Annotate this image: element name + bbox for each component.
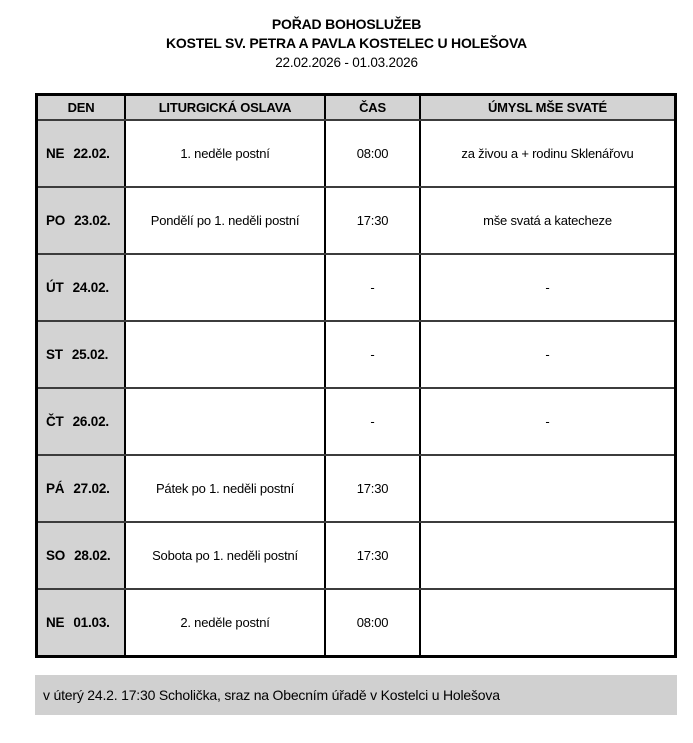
day-cell <box>38 389 124 454</box>
table-row <box>38 521 674 588</box>
document-header <box>0 0 693 72</box>
intention-cell: za živou a + rodinu Sklenářovu <box>419 121 674 186</box>
day-abbrev: PO <box>46 213 66 228</box>
date-range: 22.02.2026 - 01.03.2026 <box>275 55 418 70</box>
day-abbrev: PÁ <box>46 481 65 496</box>
intention-cell <box>419 523 674 588</box>
day-cell <box>38 523 124 588</box>
column-header-liturgicka-oslava: LITURGICKÁ OSLAVA <box>124 96 324 119</box>
day-cell <box>38 322 124 387</box>
time-cell: - <box>324 322 419 387</box>
day-cell <box>38 255 124 320</box>
liturgy-cell: Pondělí po 1. neděli postní <box>124 188 324 253</box>
page-subtitle: KOSTEL SV. PETRA A PAVLA KOSTELEC U HOLEŠOVA <box>166 35 527 51</box>
liturgy-cell: 1. neděle postní <box>124 121 324 186</box>
table-row <box>38 588 674 655</box>
footer-note-text: v úterý 24.2. 17:30 Scholička, sraz na Obecním úřadě v Kostelci u Holešova <box>43 687 500 703</box>
intention-cell: - <box>419 255 674 320</box>
liturgy-cell: Sobota po 1. neděli postní <box>124 523 324 588</box>
time-cell: - <box>324 255 419 320</box>
day-date: 27.02. <box>73 481 110 496</box>
day-date: 26.02. <box>72 414 109 429</box>
intention-cell <box>419 456 674 521</box>
intention-cell <box>419 590 674 655</box>
day-abbrev: ČT <box>46 414 64 429</box>
column-header-den: DEN <box>38 96 124 119</box>
day-cell <box>38 121 124 186</box>
day-abbrev: ÚT <box>46 280 64 295</box>
day-date: 01.03. <box>73 615 110 630</box>
time-cell: 17:30 <box>324 456 419 521</box>
table-header-row <box>38 96 674 119</box>
table-row <box>38 253 674 320</box>
day-date: 24.02. <box>72 280 109 295</box>
intention-cell: - <box>419 389 674 454</box>
liturgy-cell <box>124 389 324 454</box>
intention-cell: - <box>419 322 674 387</box>
table-row <box>38 387 674 454</box>
liturgy-cell <box>124 255 324 320</box>
page-title: POŘAD BOHOSLUŽEB <box>271 16 422 32</box>
day-abbrev: SO <box>46 548 66 563</box>
time-cell: 17:30 <box>324 188 419 253</box>
footer-note-box <box>35 675 677 715</box>
liturgy-cell <box>124 322 324 387</box>
day-abbrev: NE <box>46 615 65 630</box>
table-body <box>38 119 674 655</box>
day-date: 22.02. <box>73 146 110 161</box>
table-row <box>38 454 674 521</box>
intention-cell: mše svatá a katecheze <box>419 188 674 253</box>
liturgy-cell: 2. neděle postní <box>124 590 324 655</box>
time-cell: 08:00 <box>324 121 419 186</box>
day-abbrev: ST <box>46 347 63 362</box>
time-cell: 17:30 <box>324 523 419 588</box>
table-row <box>38 119 674 186</box>
table-row <box>38 320 674 387</box>
time-cell: 08:00 <box>324 590 419 655</box>
schedule-table <box>35 93 677 658</box>
day-cell <box>38 188 124 253</box>
day-date: 23.02. <box>74 213 111 228</box>
day-cell <box>38 456 124 521</box>
day-abbrev: NE <box>46 146 65 161</box>
column-header-umysl-mse-svate: ÚMYSL MŠE SVATÉ <box>419 96 674 119</box>
liturgy-cell: Pátek po 1. neděli postní <box>124 456 324 521</box>
day-cell <box>38 590 124 655</box>
day-date: 28.02. <box>74 548 111 563</box>
day-date: 25.02. <box>71 347 109 362</box>
column-header-cas: ČAS <box>324 96 419 119</box>
time-cell: - <box>324 389 419 454</box>
table-row <box>38 186 674 253</box>
